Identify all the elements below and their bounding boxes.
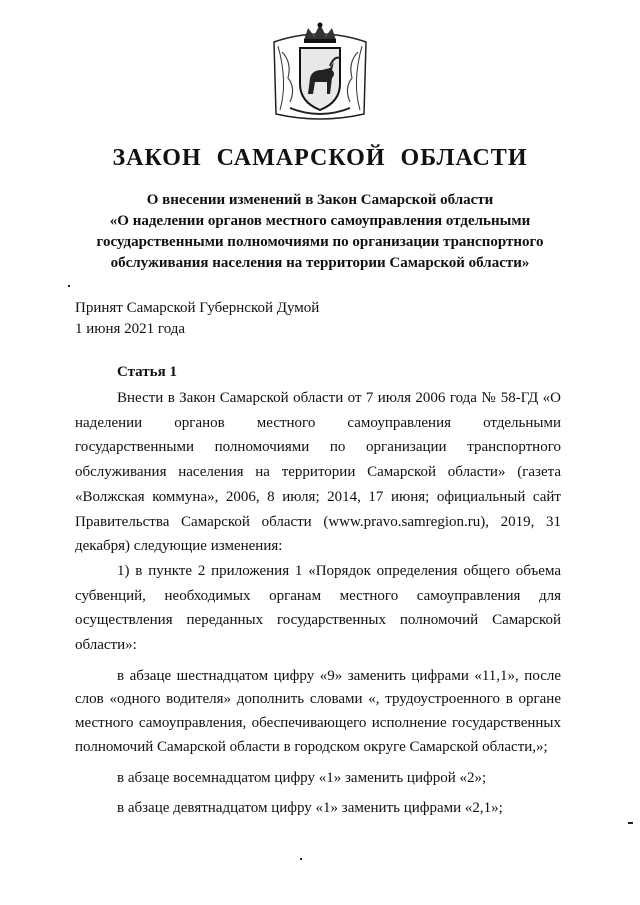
- amendment-paragraph: в абзаце восемнадцатом цифру «1» заменить цифрой «2»;: [117, 770, 487, 787]
- law-subtitle: [60, 190, 580, 274]
- scan-speck: [68, 285, 70, 287]
- subtitle-line: государственными полномочиями по организации транспортного: [96, 234, 544, 250]
- coat-of-arms-icon: [268, 22, 372, 124]
- law-title: ЗАКОН САМАРСКОЙ ОБЛАСТИ: [112, 145, 528, 171]
- subtitle-line: обслуживания населения на территории Самарской области»: [110, 255, 530, 271]
- article-heading: Статья 1: [117, 364, 177, 380]
- amendment-paragraph: в абзаце шестнадцатом цифру «9» заменить цифрами «11,1», после слов «одного водителя» дополнить словами «, трудоустроенного в органе местного самоуправления, обеспечивающего исполнение государственных полномочий Самарской области в городском округе Самарской области,»;: [75, 667, 561, 755]
- adoption-info: [75, 298, 319, 340]
- article-item-1: 1) в пункте 2 приложения 1 «Порядок определения общего объема субвенций, необходимых органам местного самоуправления для осуществления переданных государственных полномочий Самарской области»:: [75, 562, 561, 654]
- scan-speck: [300, 858, 302, 860]
- amendment-paragraph: в абзаце девятнадцатом цифру «1» заменить цифрами «2,1»;: [117, 799, 503, 816]
- article-intro-paragraph: Внести в Закон Самарской области от 7 июля 2006 года № 58-ГД «О наделении органов местного самоуправления отдельными государственными полномочиями по организации транспортного обслуживания населения на территории Самарской области» (газета «Волжская коммуна», 2006, 8 июля; 2014, 17 июня; официальный сайт Правительства Самарской области (www.pravo.samregion.ru), 2019, 31 декабря) следующие изменения:: [75, 390, 561, 555]
- subtitle-line: О внесении изменений в Закон Самарской области: [146, 192, 494, 208]
- adoption-body: Принят Самарской Губернской Думой: [75, 300, 320, 316]
- scan-speck: [628, 822, 633, 824]
- adoption-date: 1 июня 2021 года: [75, 321, 186, 337]
- article-body: [75, 386, 561, 821]
- subtitle-line: «О наделении органов местного самоуправления отдельными: [109, 213, 531, 229]
